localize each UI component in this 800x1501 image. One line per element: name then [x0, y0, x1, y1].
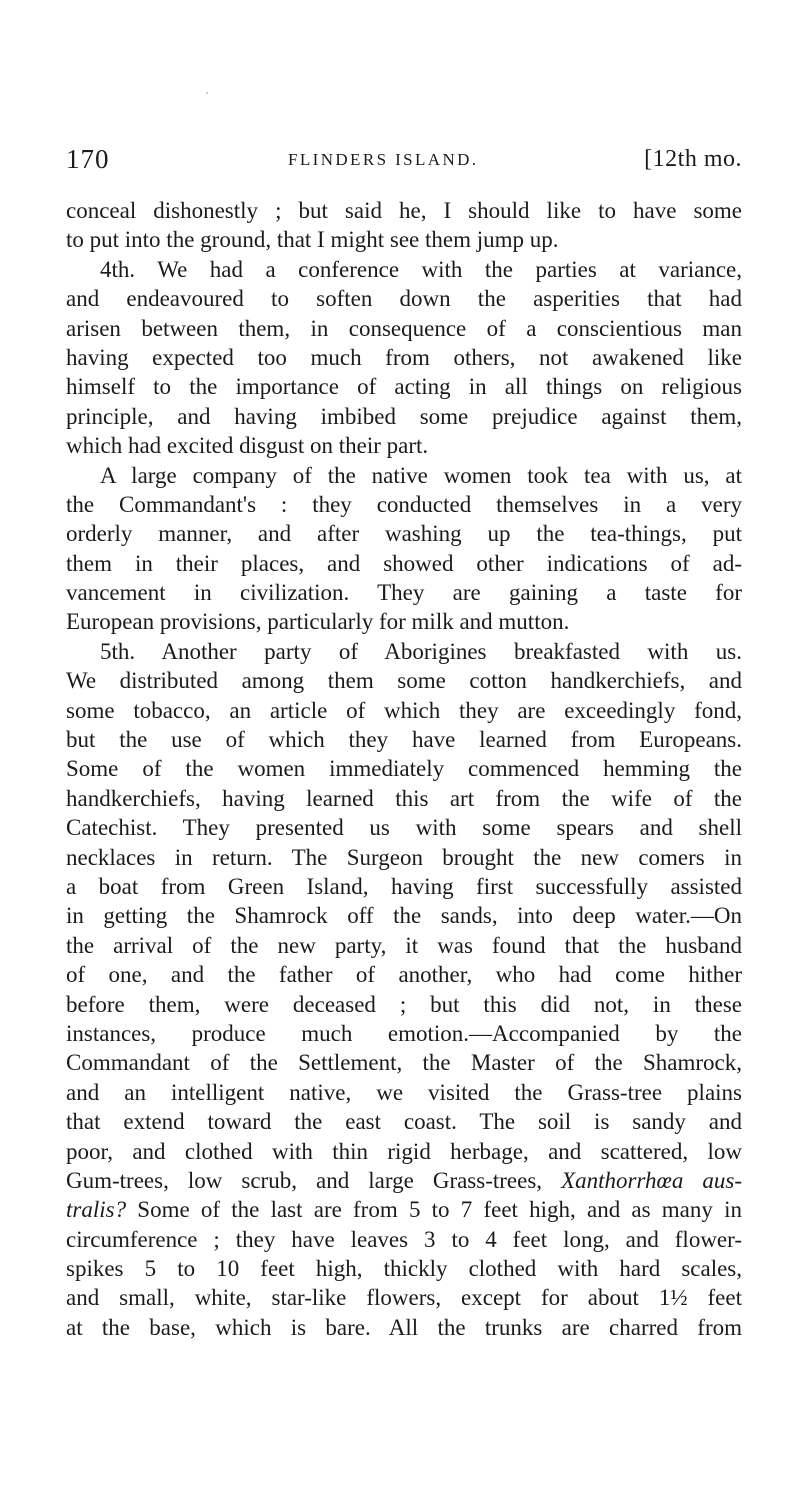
page-number: 170: [66, 144, 110, 174]
running-title: FLINDERS ISLAND.: [288, 150, 479, 169]
text-line: conceal dishonestly ; but said he, I should like to have some: [66, 198, 742, 223]
text-line: at the base, which is bare. All the trunks are charred from: [66, 1314, 742, 1340]
text-line: instances, produce much emotion.—Accompanied by the: [66, 1020, 742, 1046]
body-text: [66, 196, 742, 1342]
paper-speck: [206, 92, 208, 94]
text-line: the Commandant's : they conducted themselves in a very: [66, 491, 742, 517]
text-line-with-species: [66, 1166, 742, 1195]
text-line: We distributed among them some cotton handkerchiefs, and: [66, 668, 742, 694]
text-line: to put into the ground, that I might see them jump up.: [66, 227, 559, 253]
text-line: the arrival of the new party, it was found that the husband: [66, 932, 742, 958]
text-line: spikes 5 to 10 feet high, thickly clothed with hard scales,: [66, 1256, 742, 1282]
text-line: handkerchiefs, having learned this art from the wife of the: [66, 785, 742, 811]
text-line: Some of the women immediately commenced hemming the: [66, 756, 742, 782]
text-line: Catechist. They presented us with some spears and shell: [66, 815, 742, 841]
text-line: which had excited disgust on their part.: [66, 433, 429, 459]
text-line: Commandant of the Settlement, the Master of the Shamrock,: [66, 1050, 742, 1076]
text-line: that extend toward the east coast. The soil is sandy and: [66, 1109, 742, 1135]
text-line-with-species: [66, 1195, 742, 1224]
text-line: of one, and the father of another, who had come hither: [66, 962, 742, 988]
text-line: and endeavoured to soften down the asperities that had: [66, 286, 742, 312]
text-line: and an intelligent native, we visited the Grass-tree plains: [66, 1079, 742, 1105]
text-line: 5th. Another party of Aborigines breakfasted with us.: [100, 638, 742, 664]
text-line: circumference ; they have leaves 3 to 4 feet long, and flower-: [66, 1226, 742, 1252]
text-line: A large company of the native women took tea with us, at: [100, 462, 742, 488]
text-segment: Gum-trees, low scrub, and large Grass-trees,: [66, 1167, 543, 1193]
text-line: and small, white, star-like flowers, except for about 1½ feet: [66, 1285, 742, 1311]
text-line: a boat from Green Island, having first successfully assisted: [66, 873, 742, 899]
text-line: himself to the importance of acting in all things on religious: [66, 374, 742, 400]
text-line: vancement in civilization. They are gaining a taste for: [66, 580, 742, 606]
text-line: poor, and clothed with thin rigid herbage, and scattered, low: [66, 1138, 742, 1164]
text-line: orderly manner, and after washing up the tea-things, put: [66, 521, 742, 547]
species-name: tralis?: [66, 1197, 127, 1223]
text-line: principle, and having imbibed some prejudice against them,: [66, 403, 742, 429]
text-line: some tobacco, an article of which they are exceedingly fond,: [66, 697, 742, 723]
text-line: European provisions, particularly for milk and mutton.: [66, 609, 570, 635]
text-line: them in their places, and showed other indications of ad-: [66, 550, 742, 576]
text-line: having expected too much from others, not awakened like: [66, 344, 742, 370]
text-line: arisen between them, in consequence of a conscientious man: [66, 315, 742, 341]
text-line: 4th. We had a conference with the parties at variance,: [100, 256, 742, 282]
text-line: but the use of which they have learned from Europeans.: [66, 727, 742, 753]
text-line: before them, were deceased ; but this did not, in these: [66, 991, 742, 1017]
running-head: [66, 142, 742, 176]
text-line: in getting the Shamrock off the sands, into deep water.—On: [66, 903, 742, 929]
text-segment: Some of the last are from 5 to 7 feet high, and as many in: [137, 1197, 742, 1223]
text-line: necklaces in return. The Surgeon brought the new comers in: [66, 844, 742, 870]
species-name: Xanthorrhœa aus-: [561, 1167, 742, 1193]
date-marker: [12th mo.: [644, 146, 742, 172]
